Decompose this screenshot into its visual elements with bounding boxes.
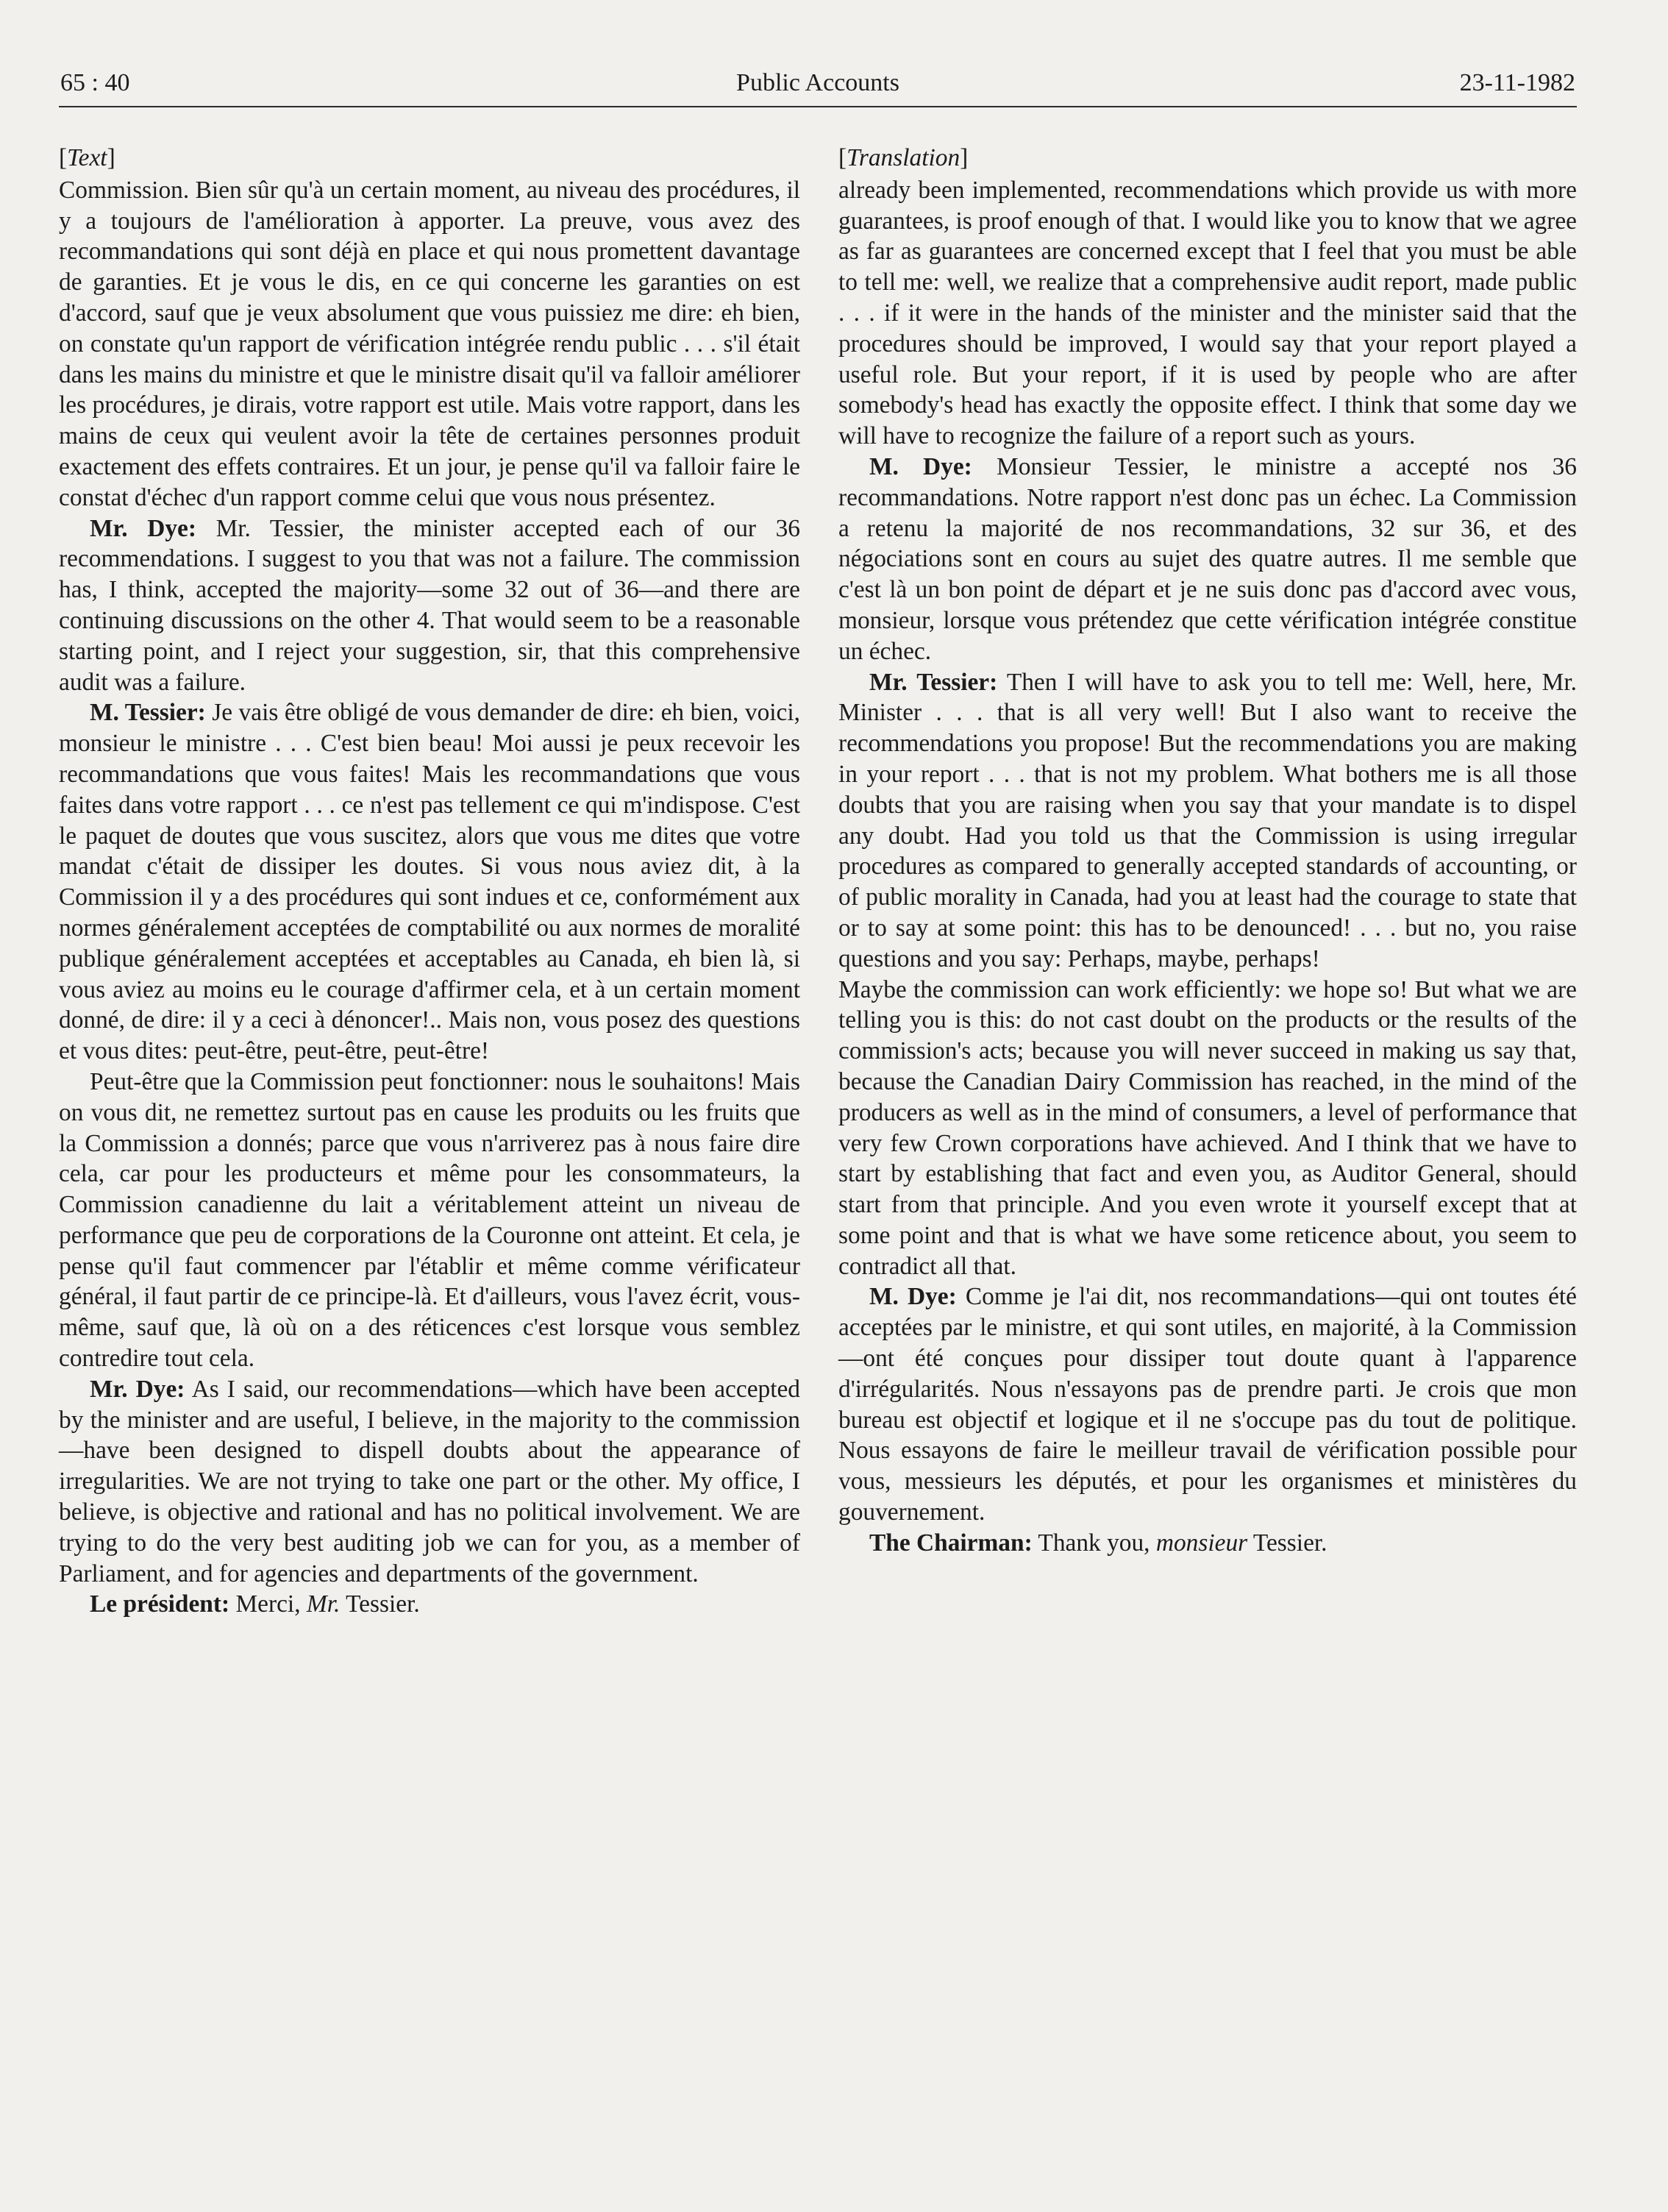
page-number: 65 : 40 (60, 69, 130, 96)
paragraph-continuation: Commission. Bien sûr qu'à un certain moment, au niveau des procédures, il y a toujours de l'amélioration à apporter. La preuve, vous avez des recommandations qui sont déjà en place et qui nous promettent davantage de garanties. Et je vous le dis, en ce qui concerne les garanties on est d'accord, sauf que je veux absolument que vous puissiez me dire: eh bien, on constate qu'un rapport de vérification intégrée rendu public . . . s'il était dans les mains du ministre et que le ministre disait qu'il va falloir améliorer les procédures, je dirais, votre rapport est utile. Mais votre rapport, dans les mains de ceux qui veulent avoir la tête de certaines personnes produit exactement des effets contraires. Et un jour, je pense qu'il va falloir faire le constat d'échec d'un rapport comme celui que vous nous présentez. (59, 176, 800, 511)
speaker-label: Le président: (90, 1590, 230, 1618)
right-column (838, 143, 1577, 1559)
speaker-label: Mr. Dye: (90, 1375, 185, 1403)
speech-dye (838, 1281, 1577, 1527)
speech-chairman: Le président: Merci, Mr. Tessier. (90, 1590, 420, 1618)
speech-tessier-continued: Peut-être que la Commission peut fonctionner: nous le souhaitons! Mais on vous dit, ne remettez surtout pas en cause les produits ou les fruits que la Commission a donnés; parce que vous n'arriverez pas à nous faire dire cela, car pour les producteurs et même pour les consommateurs, la Commission canadienne du lait a véritablement atteint un niveau de performance que peu de corporations de la Couronne ont atteint. Et cela, je pense qu'il faut commencer par l'établir et même comme vérificateur général, il faut partir de ce principe-là. Et d'ailleurs, vous l'avez écrit, vous-même, sauf que, là où on a des réticences c'est lorsque vous semblez contredire tout cela. (59, 1067, 800, 1373)
speaker-label: M. Dye: (869, 1283, 957, 1311)
speech-tessier (59, 697, 800, 1067)
speech-text: Mr. Tessier, the minister accepted each of our 36 recommendations. I suggest to you that was not a failure. The commission has, I think, accepted the majority—some 32 out of 36—and there are continuing discussions on the other 4. That would seem to be a reasonable starting point, and I reject your suggestion, sir, that this comprehensive audit was a failure. (59, 514, 800, 696)
speech-text: Comme je l'ai dit, nos recommandations—qui ont toutes été acceptées par le ministre, et qui sont utiles, en majorité, à la Commission—ont été conçues pour dissiper tout doute quant à l'apparence d'irrégularités. Nous n'essayons pas de prendre parti. Je crois que mon bureau est objectif et logique et il ne s'occupe pas du tout de politique. Nous essayons de faire le meilleur travail de vérification possible pour vous, messieurs les députés, et pour les organismes et ministères du gouvernement. (838, 1283, 1577, 1526)
speech-text: Monsieur Tessier, le ministre a accepté nos 36 recommandations. Notre rapport n'est donc pas un échec. La Commission a retenu la majorité de nos recommandations, 32 sur 36, et des négociations sont en cours au sujet des quatre autres. Il me semble que c'est là un bon point de départ et je ne suis donc pas d'accord avec vous, monsieur, lorsque vous prétendez que cette vérification intégrée constitue un échec. (838, 452, 1577, 665)
speaker-label: The Chairman: (869, 1529, 1033, 1557)
running-head (59, 68, 1577, 107)
journal-title: Public Accounts (736, 69, 899, 96)
column-label-translation: [Translation] (838, 144, 969, 171)
page-date: 23-11-1982 (1459, 69, 1575, 96)
speech-dye (838, 452, 1577, 667)
column-label-text: [Text] (59, 144, 115, 171)
speech-tessier-continued: Maybe the commission can work efficiently: we hope so! But what we are telling you is this: do not cast doubt on the products or the results of the commission's acts; because you will never succeed in making us say that, because the Canadian Dairy Commission has reached, in the mind of the producers as well as in the mind of consumers, a level of performance that very few Crown corporations have achieved. And I think that we have to start by establishing that fact and even you, as Auditor General, should start from that principle. And you even wrote it yourself except that at some point and that is what we have some reticence about, you seem to contradict all that. (838, 975, 1577, 1280)
speech-text: Je vais être obligé de vous demander de dire: eh bien, voici, monsieur le ministre . . . C'est bien beau! Moi aussi je peux recevoir les recommandations que vous faites! Mais les recommandations que vous faites dans votre rapport . . . ce n'est pas tellement ce qui m'indispose. C'est le paquet de doutes que vous suscitez, alors que vous me dites que votre mandat c'était de dissiper les doutes. Si vous nous aviez dit, à la Commission il y a des procédures qui sont indues et ce, conformément aux normes généralement acceptées de comptabilité ou aux normes de moralité publique généralement acceptées et acceptables au Canada, eh bien là, si vous aviez au moins eu le courage d'affirmer cela, et à un certain moment donné, de dire: il y a ceci à dénoncer!.. Mais non, vous posez des questions et vous dites: peut-être, peut-être, peut-être! (59, 699, 800, 1065)
speaker-label: Mr. Dye: (90, 514, 196, 542)
speech-dye (59, 513, 800, 698)
speech-dye (59, 1374, 800, 1590)
paragraph-continuation: already been implemented, recommendations which provide us with more guarantees, is proof enough of that. I would like you to know that we agree as far as guarantees are concerned except that I feel that you must be able to tell me: well, we realize that a comprehensive audit report, made public . . . if it were in the hands of the minister and the minister said that the procedures should be improved, I would say that your report played a useful role. But your report, if it is used by people who are after somebody's head has exactly the opposite effect. I think that some day we will have to recognize the failure of a report such as yours. (838, 176, 1577, 450)
speaker-label: M. Tessier: (90, 699, 206, 727)
speaker-label: Mr. Tessier: (869, 668, 998, 696)
speaker-label: M. Dye: (869, 452, 972, 480)
speech-tessier (838, 667, 1577, 975)
speech-text: Then I will have to ask you to tell me: Well, here, Mr. Minister . . . that is all very well! But I also want to receive the recommendations you propose! But the recommendations you are making in your report . . . that is not my problem. What bothers me is all those doubts that you are raising when you say that your mandate is to dispel any doubt. Had you told us that the Commission is using irregular procedures as compared to generally accepted standards of accounting, or of public morality in Canada, had you at least had the courage to state that or to say at some point: this has to be denounced! . . . but no, you raise questions and you say: Perhaps, maybe, perhaps! (838, 668, 1577, 972)
speech-chairman: The Chairman: Thank you, monsieur Tessier. (869, 1529, 1327, 1557)
speech-text: As I said, our recommendations—which have been accepted by the minister and are useful, I believe, in the majority to the commission—have been designed to dispell doubts about the appearance of irregularities. We are not trying to take one part or the other. My office, I believe, is objective and rational and has no political involvement. We are trying to do the very best auditing job we can for you, as a member of Parliament, and for agencies and departments of the government. (59, 1375, 800, 1587)
left-column (59, 143, 800, 1620)
